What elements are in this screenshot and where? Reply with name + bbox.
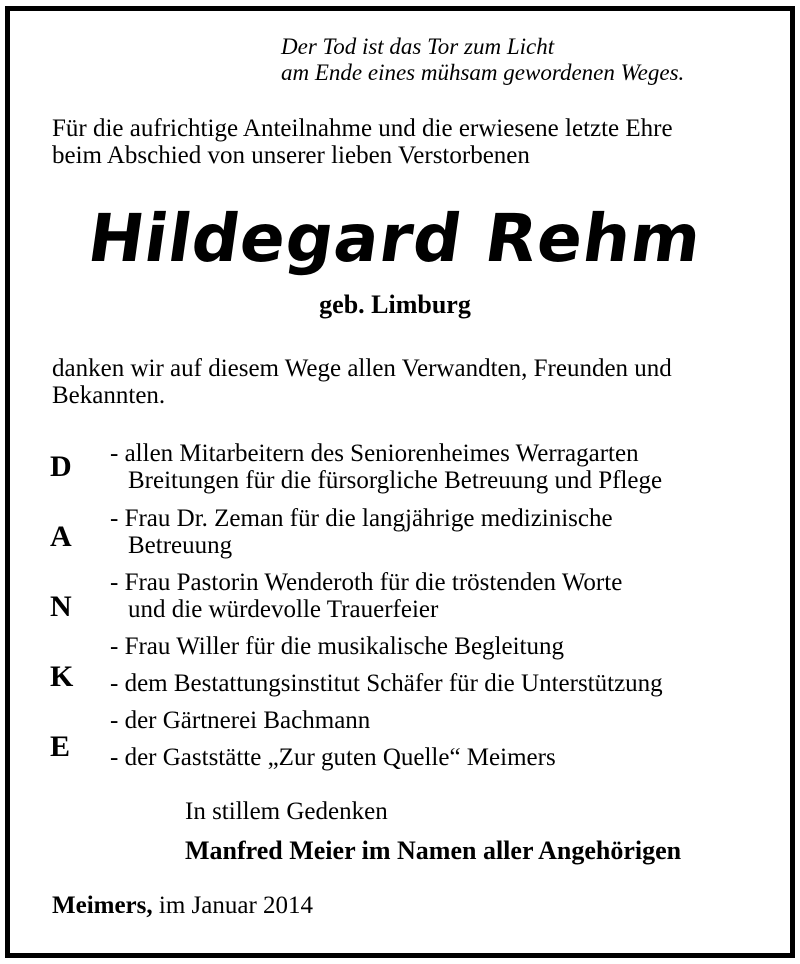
thanks-item — [110, 670, 663, 697]
thanks-item-line-2: Betreuung — [128, 532, 233, 559]
closing-memory: In stillem Gedenken — [185, 798, 388, 825]
intro-line-1: Für die aufrichtige Anteilnahme und die erwiesene letzte Ehre — [52, 115, 673, 142]
motto-line-1: Der Tod ist das Tor zum Licht — [281, 34, 555, 59]
danke-letter-a: A — [50, 520, 72, 553]
thanks-line-2: Bekannten. — [52, 382, 166, 409]
thanks-item — [110, 744, 556, 771]
thanks-item — [110, 569, 622, 623]
deceased-name: Hildegard Rehm — [83, 200, 707, 277]
thanks-item-line-2: Breitungen für die fürsorgliche Betreuung und Pflege — [128, 467, 663, 494]
footer — [52, 892, 313, 919]
danke-letter-d: D — [50, 450, 72, 483]
thanks-item — [110, 505, 613, 559]
thanks-item-line-2: und die würdevolle Trauerfeier — [128, 596, 439, 623]
thanks-item-line-1: - allen Mitarbeitern des Seniorenheimes Werragarten — [110, 440, 639, 467]
maiden-name: geb. Limburg — [319, 290, 471, 319]
closing-signer: Manfred Meier im Namen aller Angehörigen — [185, 836, 682, 865]
motto-line-2: am Ende eines mühsam gewordenen Weges. — [281, 60, 685, 85]
thanks-line-1: danken wir auf diesem Wege allen Verwandten, Freunden und — [52, 355, 672, 382]
thanks-item — [110, 707, 370, 734]
thanks-item-line-1: - Frau Willer für die musikalische Begleitung — [110, 633, 564, 660]
thanks-item — [110, 440, 662, 494]
thanks-item-line-1: - Frau Dr. Zeman für die langjährige medizinische — [110, 505, 613, 532]
footer-place: Meimers, — [52, 892, 153, 919]
thanks-item-line-1: - der Gärtnerei Bachmann — [110, 707, 371, 734]
thanks-item-line-1: - dem Bestattungsinstitut Schäfer für die Unterstützung — [110, 670, 663, 697]
footer-date: im Januar 2014 — [158, 892, 314, 919]
thanks-item-line-1: - der Gaststätte „Zur guten Quelle“ Meimers — [110, 744, 556, 771]
danke-letter-k: K — [50, 660, 74, 693]
intro-line-2: beim Abschied von unserer lieben Verstorbenen — [52, 142, 530, 169]
thanks-item — [110, 633, 564, 660]
thanks-item-line-1: - Frau Pastorin Wenderoth für die tröstenden Worte — [110, 569, 623, 596]
danke-letter-e: E — [50, 730, 71, 763]
danke-letter-n: N — [50, 590, 72, 623]
